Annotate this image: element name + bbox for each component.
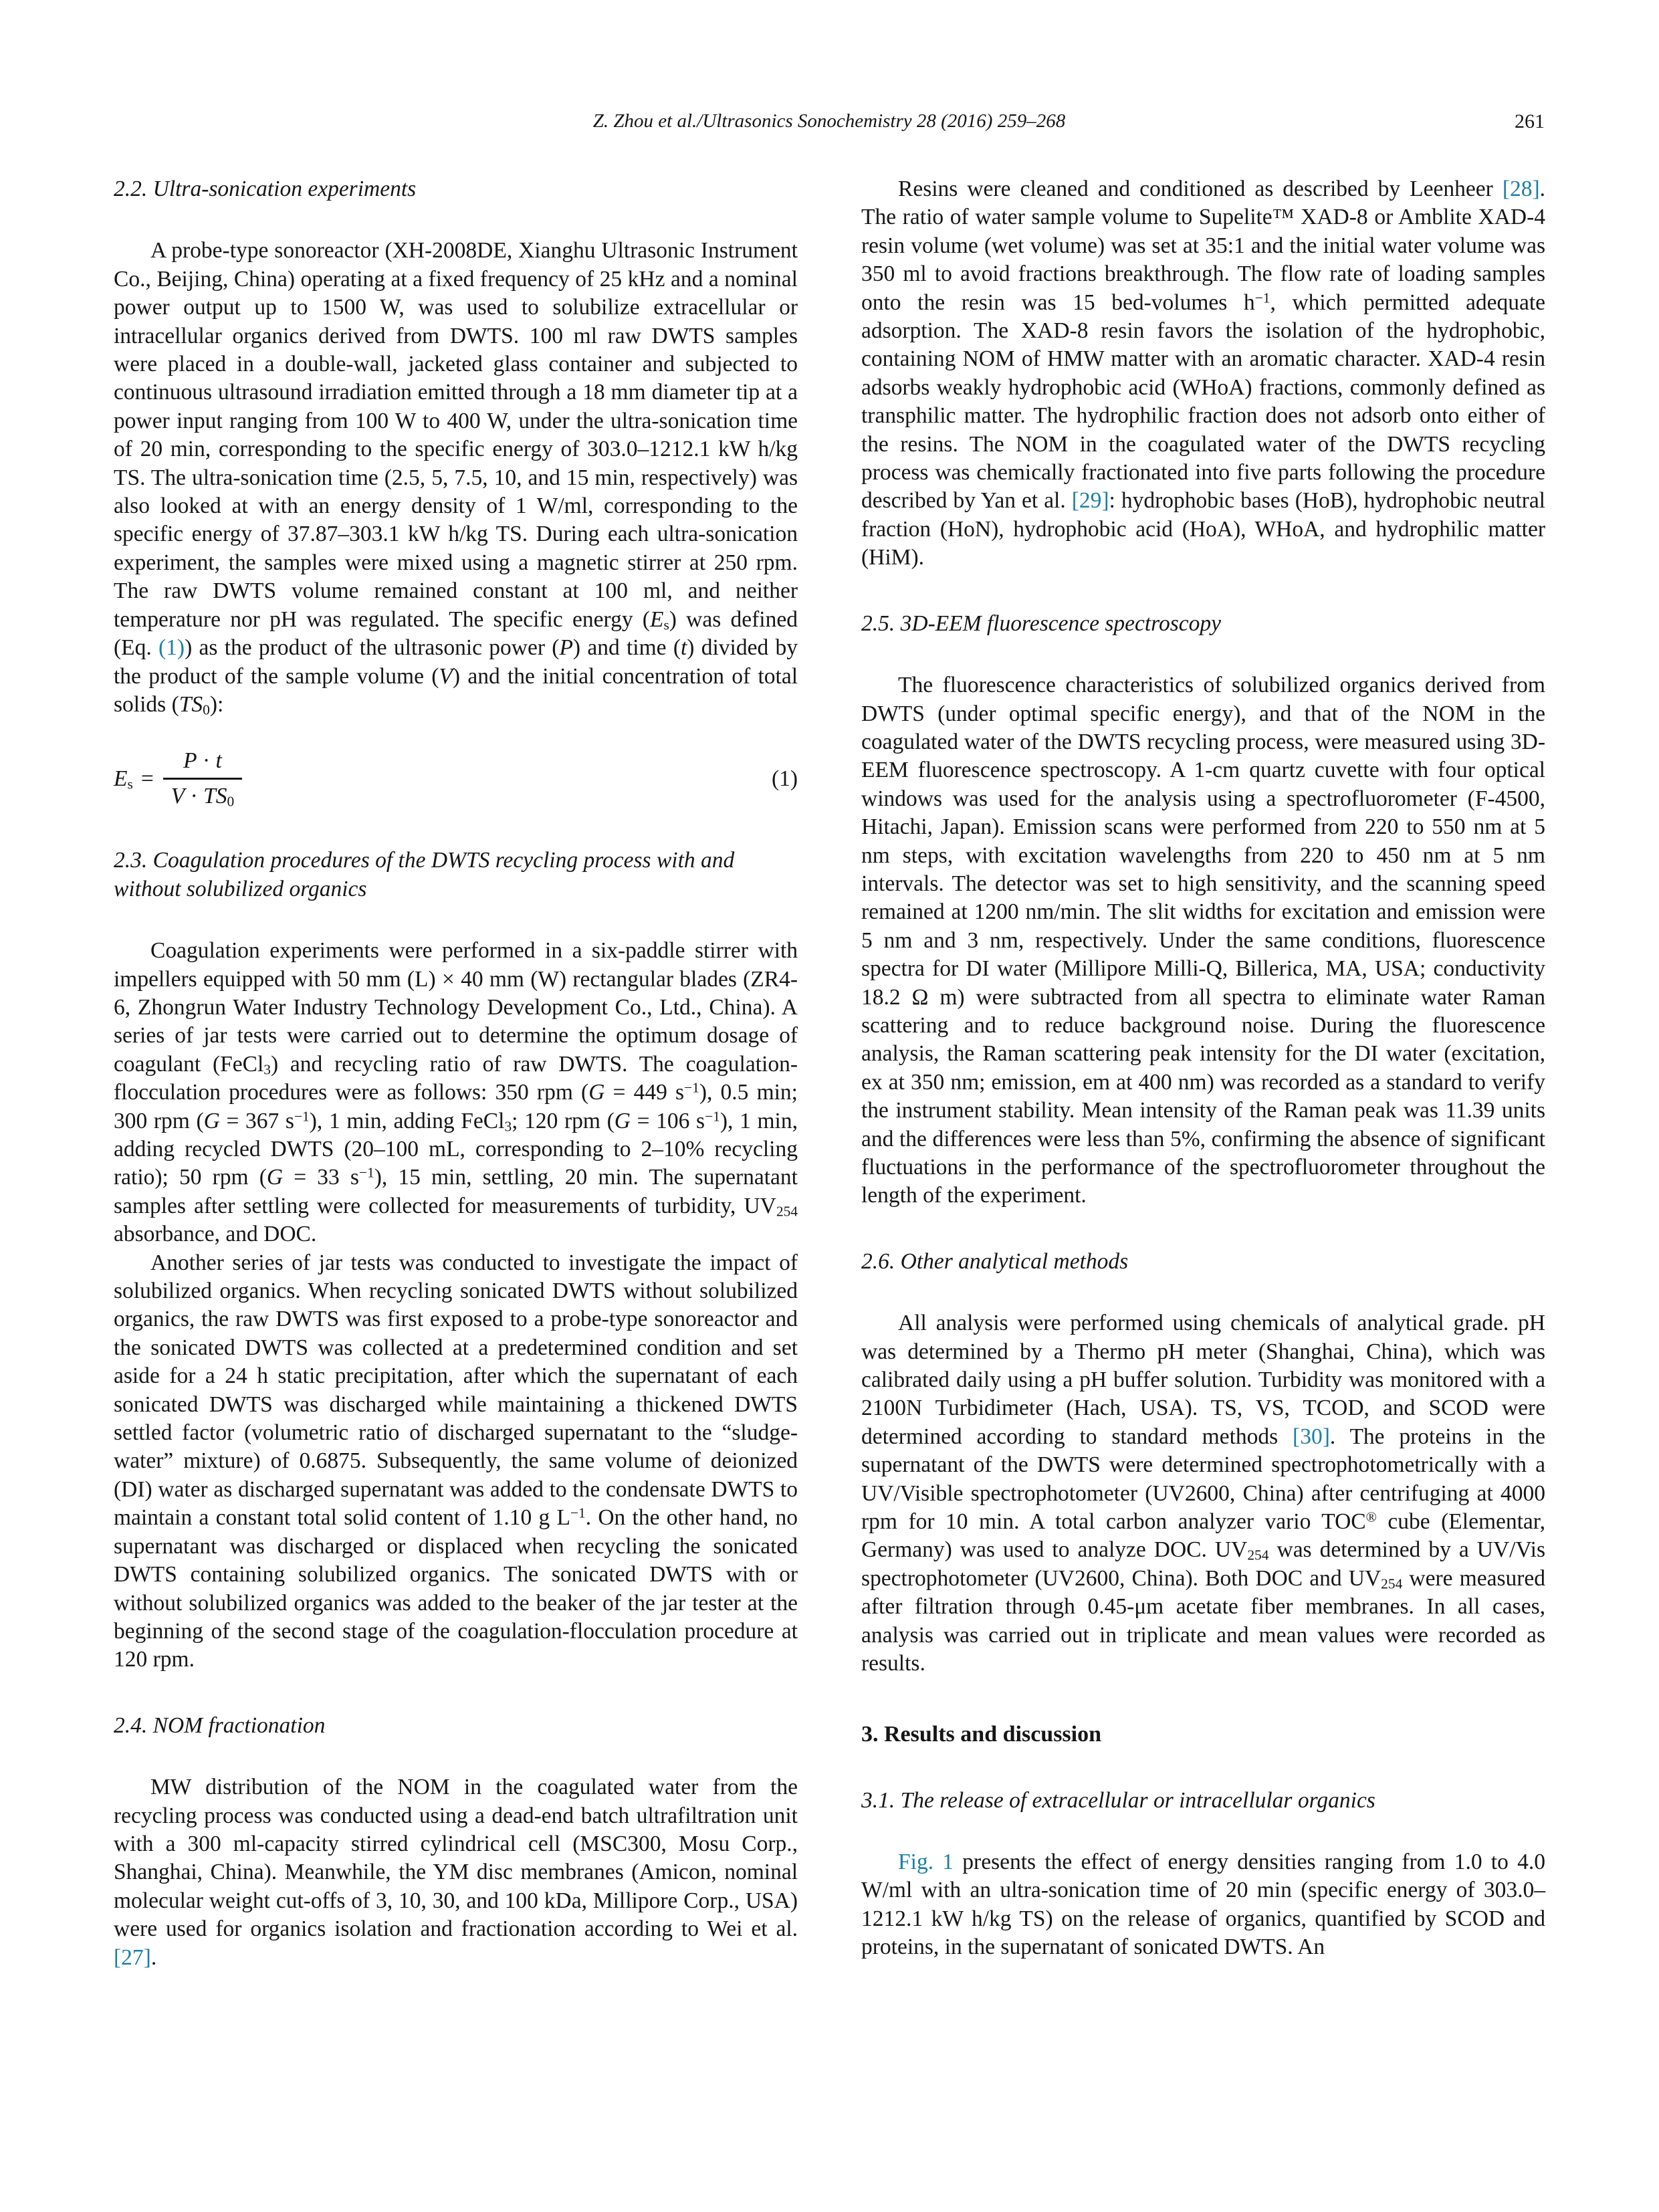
section-heading-2-4: 2.4. NOM fractionation [114, 1712, 326, 1738]
superscript-text: −1 [358, 1164, 374, 1181]
subscript-text: 3 [263, 1061, 271, 1078]
superscript-text: −1 [705, 1107, 720, 1124]
superscript-text: −1 [684, 1079, 699, 1096]
italic-text: G [588, 1080, 605, 1105]
reference-link[interactable]: [29] [1071, 488, 1109, 514]
italic-text: G [266, 1165, 284, 1190]
subscript-text: 0 [203, 701, 210, 718]
italic-text: V [439, 663, 453, 689]
equation-lhs [114, 766, 133, 792]
italic-text: t [215, 748, 222, 774]
italic-text: TS [203, 783, 227, 808]
italic-text: G [203, 1108, 220, 1133]
section-heading-2-3: 2.3. Coagulation procedures of the DWTS recycling process with and without solubilized organics [114, 848, 735, 901]
italic-text: t [680, 635, 687, 661]
section-heading-3: 3. Results and discussion [861, 1721, 1102, 1747]
running-head-citation: Z. Zhou et al./Ultrasonics Sonochemistry 28 (2016) 259–268 [592, 110, 1066, 132]
equation-number: (1) [771, 766, 798, 791]
reference-link[interactable]: [28] [1502, 177, 1540, 201]
subscript-text: 0 [227, 793, 235, 810]
paragraph-coagulation-2: Another series of jar tests was conducted to investigate the impact of solubilized organics. When recycling sonicated DWTS without solubilized organics, the raw DWTS was first exposed to a probe-type sonoreactor and the sonicated DWTS was collected at a predetermined condition and set aside for a 24 h static precipitation, after which the supernatant of each sonicated DWTS was discharged while maintaining a thickened DWTS settled factor (volumetric ratio of discharged supernatant to the “sludge-water” mixture) of 0.6875. Subsequently, the same volume of deionized (DI) water as discharged supernatant was added to the condensate DWTS to maintain a constant total solid content of 1.10 g $L^{-1}$. On the other hand, no supernatant was discharged or displaced when recycling the sonicated DWTS containing solubilized organics. The sonicated DWTS with or without solubilized organics was added to the beaker of the jar tester at the beginning of the second stage of the coagulation-flocculation procedure at 120 rpm. [114, 1250, 798, 1672]
reference-link[interactable]: [27] [114, 1945, 151, 1970]
paragraph-ultrasonication: A probe-type sonoreactor (XH-2008DE, Xianghu Ultrasonic Instrument Co., Beijing, China) operating at a fixed frequency of 25 kHz and a nominal power output up to 1500 W, was used to solubilize extracellular or intracellular organics derived from DWTS. 100 ml raw DWTS samples were placed in a double-wall, jacketed glass container and subjected to continuous ultrasound irradiation emitted through a 18 mm diameter tip at a power input ranging from 100 W to 400 W, under the ultra-sonication time of 20 min, corresponding to the specific energy of 303.0–1212.1 kW h/kg TS. The ultra-sonication time (2.5, 5, 7.5, 10, and 15 min, respectively) was also looked at with an energy density of 1 W/ml, corresponding to the specific energy of 37.87–303.1 kW h/kg TS. During each ultra-sonication experiment, the samples were mixed using a magnetic stirrer at 250 rpm. The raw DWTS volume remained constant at 100 ml, and neither temperature nor pH was regulated. The specific energy $(E_s)$ was defined (Eq. (1)) as the product of the ultrasonic power (P) and time (t) divided by the product of the sample volume (V) and the initial concentration of total solids $(TS_0)$: [114, 238, 798, 718]
paragraph-analytical-methods: All analysis were performed using chemicals of analytical grade. pH was determined by a Thermo pH meter (Shanghai, China), which was calibrated daily using a pH buffer solution. Turbidity was monitored with a 2100N Turbidimeter (Hach, USA). TS, VS, TCOD, and SCOD were determined according to standard methods [30]. The proteins in the supernatant of the DWTS were determined spectrophotometrically with a UV/Visible spectrophotometer (UV2600, China) after centrifuging at 4000 rpm for 10 min. A total carbon analyzer vario TOC® cube (Elementar, Germany) was used to analyze DOC. $UV_{254}$ was determined by a UV/Vis spectrophotometer (UV2600, China). Both DOC and $UV_{254}$ were measured after filtration through 0.45-μm acetate fiber membranes. In all cases, analysis was carried out in triplicate and mean values were recorded as results. [861, 1311, 1546, 1676]
italic-text: E [114, 766, 128, 791]
superscript-text: −1 [1254, 289, 1270, 306]
left-column [114, 175, 798, 1972]
superscript-text: ® [1365, 1509, 1377, 1525]
equation-1 [114, 748, 798, 809]
superscript-text: −1 [294, 1107, 310, 1124]
subscript-text: 254 [776, 1203, 798, 1220]
italic-text: TS [179, 691, 203, 717]
equation-fraction [163, 748, 242, 809]
paragraph-coagulation-1: Coagulation experiments were performed in a six-paddle stirrer with impellers equipped with 50 mm (L) × 40 mm (W) rectangular blades (ZR4-6, Zhongrun Water Industry Technology Development Co., Ltd., China). A series of jar tests were carried out to determine the optimum dosage of coagulant (FeCl$_3$) and recycling ratio of raw DWTS. The coagulation-flocculation procedures were as follows: 350 rpm (G = 449 $s^{-1}$), 0.5 min; 300 rpm (G = 367 $s^{-1}$), 1 min, adding FeCl$_3$; 120 rpm (G = 106 $s^{-1}$), 1 min, adding recycled DWTS (20–100 mL, corresponding to 2–10% recycling ratio); 50 rpm (G = 33 $s^{-1}$), 15 min, settling, 20 min. The supernatant samples after settling were collected for measurements of turbidity, $UV_{254}$ absorbance, and DOC. [114, 938, 798, 1247]
running-head [114, 109, 1545, 133]
equation-denominator: $V \cdot TS_0$ [163, 778, 242, 810]
page-number: 261 [1515, 110, 1545, 132]
right-column [861, 175, 1545, 1962]
equation-numerator: P · t [183, 748, 222, 774]
subscript-text: 3 [504, 1118, 512, 1135]
subscript-text: s [663, 617, 669, 633]
italic-text: P [559, 635, 573, 661]
italic-text: V [171, 783, 185, 808]
reference-link[interactable]: [30] [1293, 1424, 1330, 1449]
subscript-text: s [127, 776, 133, 792]
reference-link[interactable]: Fig. 1 [898, 1849, 954, 1874]
reference-link[interactable]: (1) [158, 635, 185, 661]
section-heading-2-5: 2.5. 3D-EEM fluorescence spectroscopy [861, 611, 1221, 636]
italic-text: P [183, 748, 197, 774]
superscript-text: −1 [570, 1505, 586, 1521]
section-heading-2-6: 2.6. Other analytical methods [861, 1248, 1129, 1274]
italic-text: E [649, 606, 664, 632]
paragraph-release-organics: Fig. 1 presents the effect of energy densities ranging from 1.0 to 4.0 W/ml with an ultra-sonication time of 20 min (specific energy of 303.0–1212.1 kW h/kg TS) on the release of organics, quantified by SCOD and proteins, in the supernatant of sonicated DWTS. An [861, 1849, 1545, 1960]
subscript-text: 254 [1381, 1575, 1403, 1592]
paragraph-resins: Resins were cleaned and conditioned as described by Leenheer [28]. The ratio of water sample volume to Supelite™ XAD-8 or Amblite XAD-4 resin volume (wet volume) was set at 35:1 and the initial water volume was 350 ml to avoid fractions breakthrough. The flow rate of loading samples onto the resin was 15 bed-volumes $h^{-1}$, which permitted adequate adsorption. The XAD-8 resin favors the isolation of the hydrophobic, containing NOM of HMW matter with an aromatic character. XAD-4 resin adsorbs weakly hydrophobic acid (WHoA) fractions, commonly defined as transphilic matter. The hydrophilic fraction does not adsorb onto either of the resins. The NOM in the coagulated water of the DWTS recycling process was chemically fractionated into five parts following the procedure described by Yan et al. [29]: hydrophobic bases (HoB), hydrophobic neutral fraction (HoN), hydrophobic acid (HoA), WHoA, and hydrophilic matter (HiM). [861, 177, 1545, 570]
section-heading-3-1: 3.1. The release of extracellular or intracellular organics [861, 1787, 1375, 1813]
subscript-text: 254 [1247, 1547, 1269, 1564]
equation-equals: = [140, 766, 154, 791]
section-heading-2-2: 2.2. Ultra-sonication experiments [114, 177, 417, 201]
paragraph-eem-fluorescence: The fluorescence characteristics of solubilized organics derived from DWTS (under optimal specific energy), and that of the NOM in the coagulated water of the DWTS recycling process, were measured using 3D-EEM fluorescence spectroscopy. A 1-cm quartz cuvette with four optical windows was used for the analysis using a spectrofluorometer (F-4500, Hitachi, Japan). Emission scans were performed from 220 to 550 nm at 5 nm steps, with excitation wavelengths from 220 to 450 nm at 5 nm intervals. The detector was set to high sensitivity, and the scanning speed remained at 1200 nm/min. The slit widths for excitation and emission were 5 nm and 3 nm, respectively. Under the same conditions, fluorescence spectra for DI water (Millipore Milli-Q, Billerica, MA, USA; conductivity 18.2 Ω m) were subtracted from all spectra to eliminate water Raman scattering and to reduce background noise. During the fluorescence analysis, the Raman scattering peak intensity for the DI water (excitation, ex at 350 nm; emission, em at 400 nm) was recorded as a standard to verify the instrument stability. Mean intensity of the Raman peak was 11.39 units and the differences were less than 5%, confirming the absence of significant fluctuations in the performance of the spectrofluorometer throughout the length of the experiment. [861, 673, 1545, 1208]
paragraph-nom-fractionation: MW distribution of the NOM in the coagulated water from the recycling process was conducted using a dead-end batch ultrafiltration unit with a 300 ml-capacity stirred cylindrical cell (MSC300, Mosu Corp., Shanghai, China). Meanwhile, the YM disc membranes (Amicon, nominal molecular weight cut-offs of 3, 10, 30, and 100 kDa, Millipore Corp., USA) were used for organics isolation and fractionation according to Wei et al. [27]. [114, 1775, 798, 1970]
italic-text: G [614, 1108, 631, 1133]
